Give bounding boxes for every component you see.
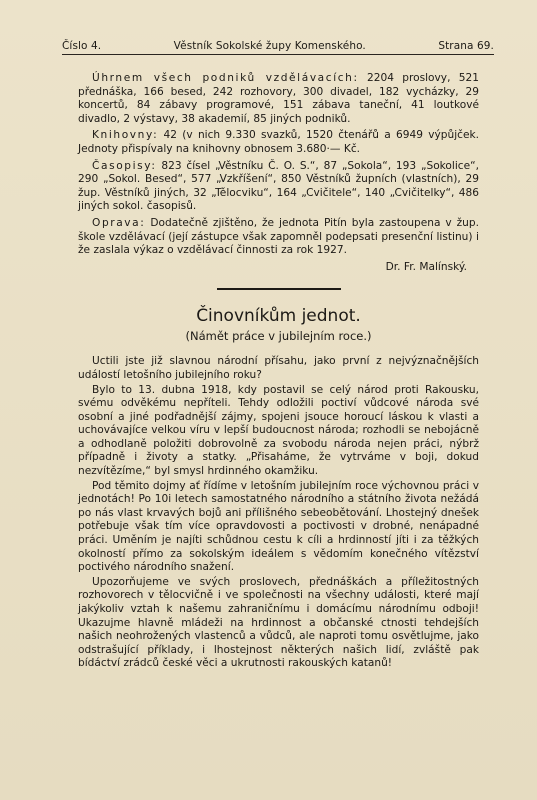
- section-divider: [217, 288, 341, 290]
- article-paragraph: Uctili jste již slavnou národní přísahu, jako první z nejvýznačnějších událostí letošního jubilejního roku?: [78, 355, 479, 381]
- summary-text: 2204 proslovy, 521 přednáška, 166 besed, 242 rozhovory, 300 divadel, 182 vycházky, 29 koncertů, 84 zábavy programové, 151 zábava taneční, 41 loutkové divadlo, 2 výstavy, 38 akademií, 85 jiných podniků.: [78, 72, 479, 125]
- library-text: 42 (v nich 9.330 svazků, 1520 čtenářů a 6949 výpůjček. Jednoty přispívaly na knihovny obnosem 3.680·— Kč.: [78, 129, 479, 155]
- page-number: Strana 69.: [438, 40, 494, 52]
- summary-label: Úhrnem všech podniků vzdělávacích:: [92, 72, 359, 84]
- article-body: [78, 355, 479, 671]
- article-paragraph: Pod těmito dojmy ať řídíme v letošním jubilejním roce výchovnou práci v jednotách! Po 10i letech samostatného národního a státního života nežádá po nás vlast krvavých bojů ani přílišného sebeobětování. Lhostejný dnešek potřebuje však tím více opravdovosti a poctivosti v drobné, nenápadné práci. Uměním je najíti schůdnou cestu k cíli a hrdinností jíti i za těžkých okolností přímo za sokolským ideálem s vědomím konečného vítězství poctivého národního snažení.: [78, 479, 479, 574]
- issue-number: Číslo 4.: [62, 40, 102, 52]
- article-subtitle: (Námět práce v jubilejním roce.): [185, 329, 372, 344]
- periodicals-paragraph: [78, 160, 479, 214]
- correction-paragraph: [78, 217, 479, 258]
- library-label: Knihovny:: [92, 129, 159, 142]
- correction-text: Dodatečně zjištěno, že jednota Pitín byla zastoupena v žup. škole vzdělávací (její zástupce však zapomněl podepsati presenční listinu) i že zaslala výkaz o vzdělávací činnosti za rok 1927.: [78, 216, 479, 257]
- article-paragraph: Bylo to 13. dubna 1918, kdy postavil se celý národ proti Rakousku, svému odvěkému nepříteli. Tehdy odložili poctiví vůdcové národa své osobní a jiné podřadnější zájmy, spojeni jsouce horoucí láskou k vlasti a uchovávajíce velkou víru v lepší budoucnost národa; rozhodli se nebojácně a odhodlaně položiti dobrovolně za svobodu národa nejen práci, nýbrž případně i životy a statky. „Přisaháme, že vytrváme v boji, dokud nezvítězíme,“ byl smysl hrdinného okamžiku.: [78, 383, 479, 478]
- summary-paragraph: [78, 72, 479, 126]
- running-header: [62, 40, 494, 55]
- signature: Dr. Fr. Malínský.: [385, 260, 467, 273]
- periodicals-label: Časopisy:: [92, 159, 157, 172]
- correction-label: Oprava:: [92, 216, 146, 229]
- journal-title: Věstník Sokolské župy Komenského.: [173, 40, 366, 52]
- article-title: Činovníkům jednot.: [196, 306, 361, 327]
- signature-line: [78, 261, 479, 275]
- periodicals-text: 823 čísel „Věstníku Č. O. S.“, 87 „Sokola“, 193 „Sokolice“, 290 „Sokol. Besed“, 577 „Vzkříšení“, 850 Věstníků župních (vlastních), 29 žup. Věstníků jiných, 32 „Tělocviku“, 164 „Cvičitele“, 140 „Cvičitelky“, 486 jiných sokol. časopisů.: [78, 159, 479, 213]
- page-content: [78, 72, 479, 672]
- article-paragraph: Upozorňujeme ve svých proslovech, přednáškách a příležitostných rozhovorech v tělocvičně i ve společnosti na všechny události, které mají jakýkoliv vztah k našemu zahraničnímu i domácímu národnímu odboji! Ukazujme hlavně mládeži na hrdinnost a občanské ctnosti tehdejších našich neohrožených vlastenců a vůdců, ale naproti tomu osvětlujme, jako odstrašující příklady, i lhostejnost některých našich lidí, zvláště pak bídáctví zrádců české věci a ukrutnosti rakouských katanů!: [78, 575, 479, 670]
- library-paragraph: [78, 129, 479, 156]
